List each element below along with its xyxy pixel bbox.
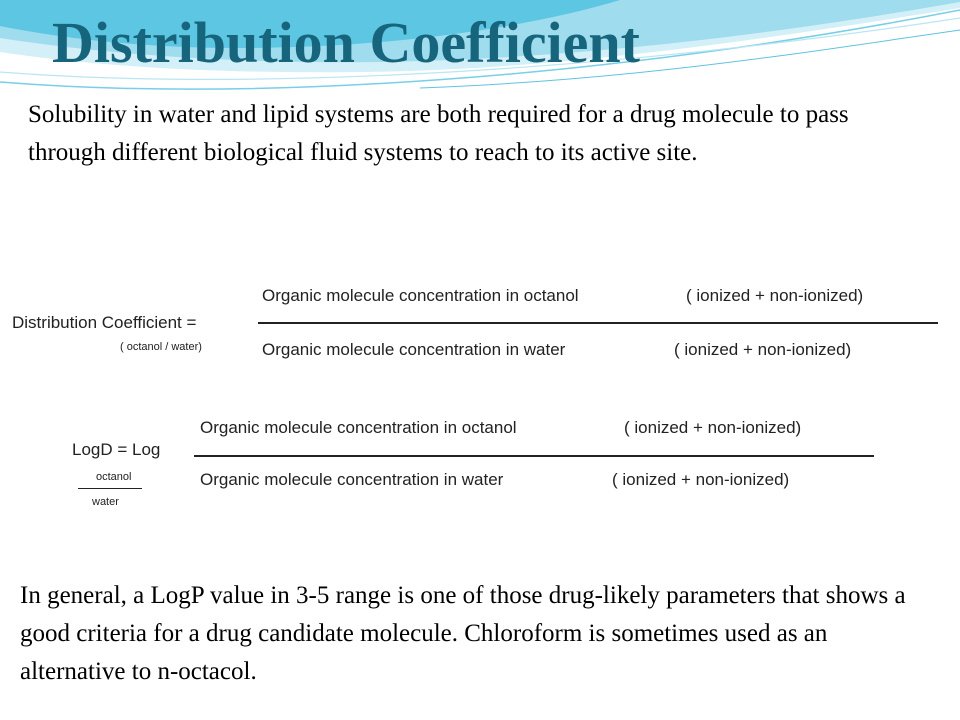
formula2-denominator [200, 469, 860, 491]
formula1-denominator-paren: ( ionized + non-ionized) [674, 340, 852, 359]
formula1-label: Distribution Coefficient = [12, 313, 197, 332]
formula1-numerator [262, 285, 922, 307]
formula2-sub-bar [78, 488, 142, 489]
formula1-denominator [262, 339, 922, 361]
formula2-denominator-main: Organic molecule concentration in water [200, 470, 504, 489]
intro-paragraph: Solubility in water and lipid systems are both required for a drug molecule to pass through different biological fluid systems to reach to its active site. [28, 101, 849, 166]
formula1-denominator-main: Organic molecule concentration in water [262, 340, 566, 359]
slide-title: Distribution Coefficient [52, 10, 640, 75]
formula2-sub-top: octanol [96, 471, 132, 483]
formula2-fraction-bar [194, 455, 874, 457]
formula2-denominator-paren: ( ionized + non-ionized) [612, 470, 790, 489]
formula2-label: LogD = Log [72, 440, 161, 459]
formula1-numerator-paren: ( ionized + non-ionized) [686, 286, 864, 305]
formula1-subscript: ( octanol / water) [120, 341, 202, 353]
formula1-numerator-main: Organic molecule concentration in octanol [262, 286, 579, 305]
formula2-numerator-main: Organic molecule concentration in octanol [200, 418, 517, 437]
formula2-numerator [200, 417, 860, 439]
summary-paragraph: In general, a LogP value in 3-5 range is one of those drug-likely parameters that shows a good criteria for a drug candidate molecule. Chloroform is sometimes used as an alternative to n-octacol. [20, 582, 906, 685]
formula2-numerator-paren: ( ionized + non-ionized) [624, 418, 802, 437]
formula2-sub-bottom: water [92, 496, 119, 508]
formula1-fraction-bar [258, 322, 938, 324]
